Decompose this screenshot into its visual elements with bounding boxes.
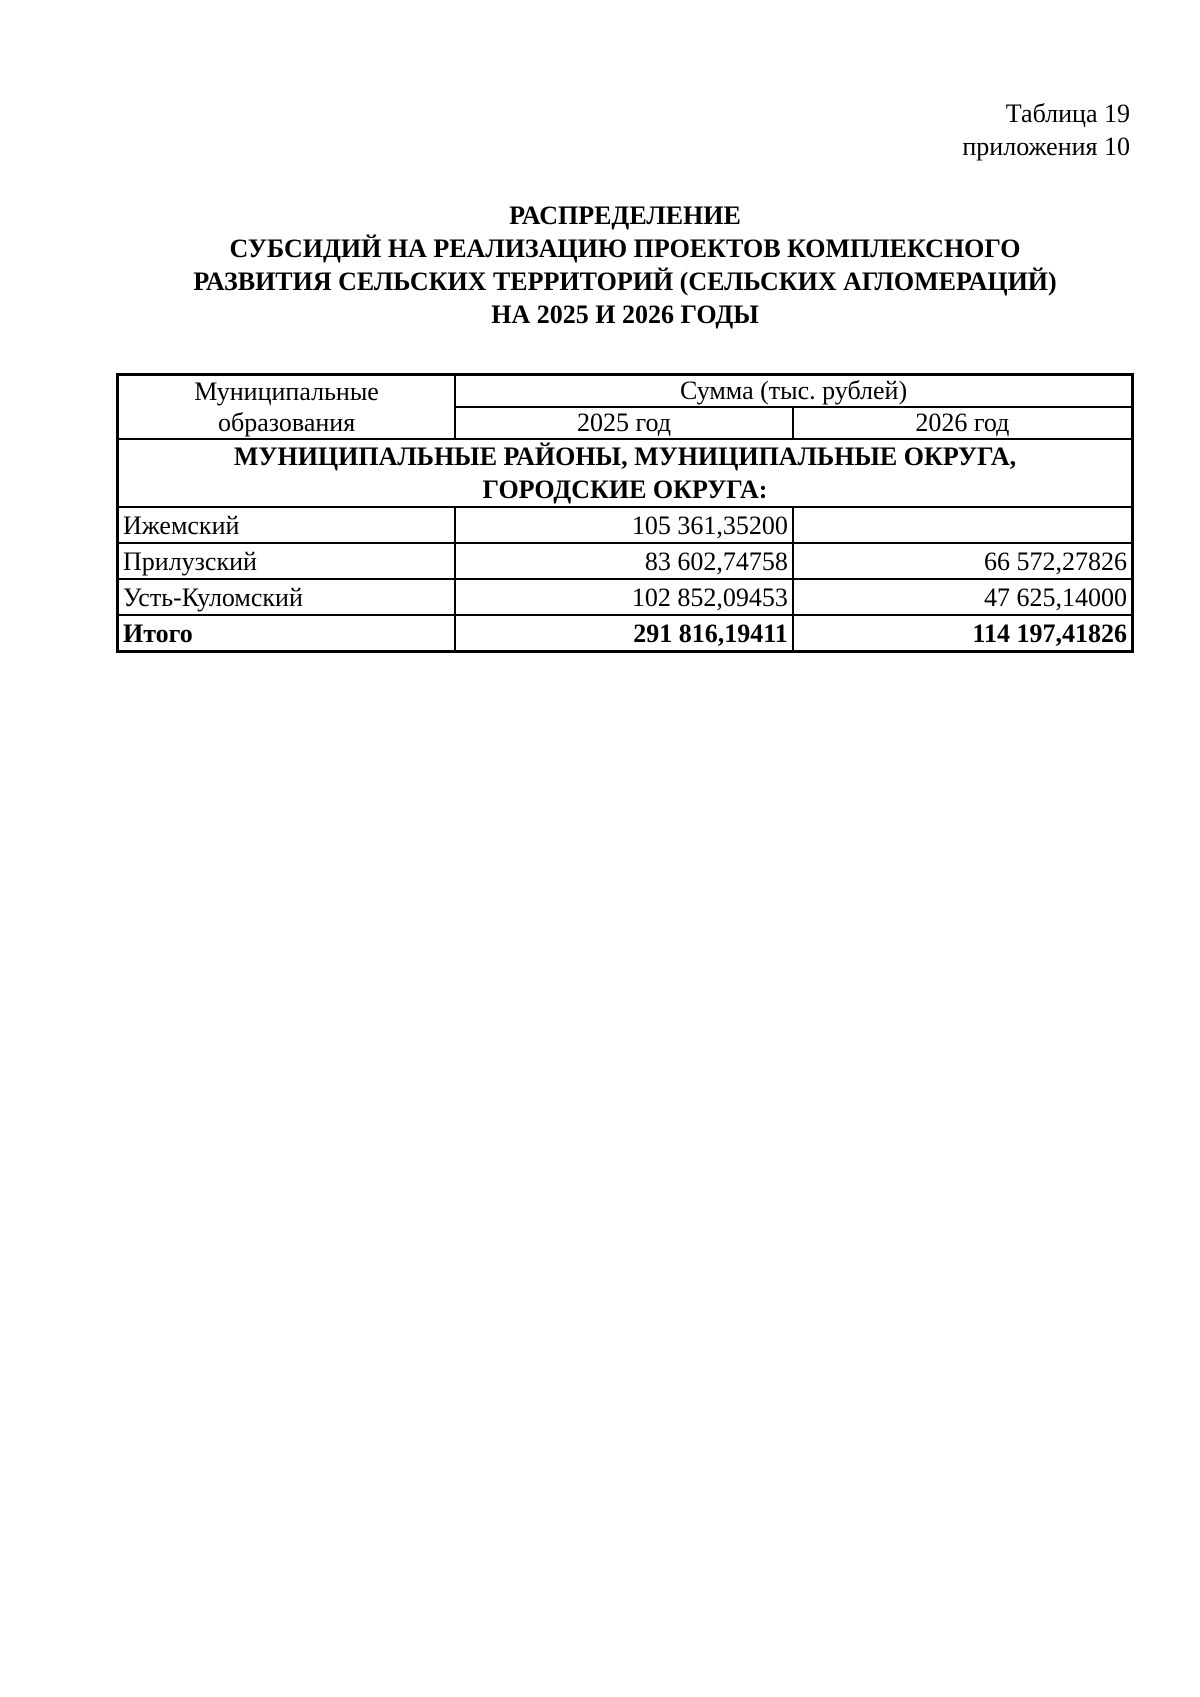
- section-row: [118, 439, 1133, 507]
- header-year-2026: 2026 год: [793, 407, 1133, 439]
- title-line-2: СУБСИДИЙ НА РЕАЛИЗАЦИЮ ПРОЕКТОВ КОМПЛЕКСНОГО: [229, 234, 1021, 263]
- title-line-4: НА 2025 И 2026 ГОДЫ: [491, 300, 759, 329]
- table-header-row-1: [118, 375, 1133, 408]
- subsidy-distribution-table: [116, 373, 1134, 653]
- row-municipality-name: Ижемский: [118, 507, 456, 543]
- header-municipal-entities: [118, 375, 456, 440]
- table-reference: [962, 97, 1130, 163]
- table-row: [118, 543, 1133, 579]
- row-value-2025: 102 852,09453: [455, 579, 793, 615]
- header-sum: Сумма (тыс. рублей): [455, 375, 1132, 408]
- row-municipality-name: Прилузский: [118, 543, 456, 579]
- document-title: [0, 199, 1200, 331]
- header-year-2025: 2025 год: [455, 407, 793, 439]
- section-heading-line-2: ГОРОДСКИЕ ОКРУГА:: [482, 475, 768, 504]
- row-value-2026: 66 572,27826: [793, 543, 1133, 579]
- header-municipal-line-1: Муниципальные: [194, 377, 379, 406]
- section-heading-line-1: МУНИЦИПАЛЬНЫЕ РАЙОНЫ, МУНИЦИПАЛЬНЫЕ ОКРУГА,: [233, 442, 1017, 471]
- header-municipal-line-2: образования: [218, 408, 356, 437]
- row-value-2026: 47 625,14000: [793, 579, 1133, 615]
- total-label: Итого: [118, 615, 456, 652]
- table-number-label: Таблица 19: [1005, 99, 1130, 128]
- title-line-1: РАСПРЕДЕЛЕНИЕ: [509, 201, 741, 230]
- row-value-2026: [793, 507, 1133, 543]
- appendix-label: приложения 10: [962, 132, 1130, 161]
- row-municipality-name: Усть-Куломский: [118, 579, 456, 615]
- total-value-2025: 291 816,19411: [455, 615, 793, 652]
- row-value-2025: 83 602,74758: [455, 543, 793, 579]
- row-value-2025: 105 361,35200: [455, 507, 793, 543]
- title-line-3: РАЗВИТИЯ СЕЛЬСКИХ ТЕРРИТОРИЙ (СЕЛЬСКИХ АГЛОМЕРАЦИЙ): [193, 267, 1057, 296]
- table-row: [118, 579, 1133, 615]
- table-row: [118, 507, 1133, 543]
- section-heading: [118, 439, 1133, 507]
- total-row: [118, 615, 1133, 652]
- total-value-2026: 114 197,41826: [793, 615, 1133, 652]
